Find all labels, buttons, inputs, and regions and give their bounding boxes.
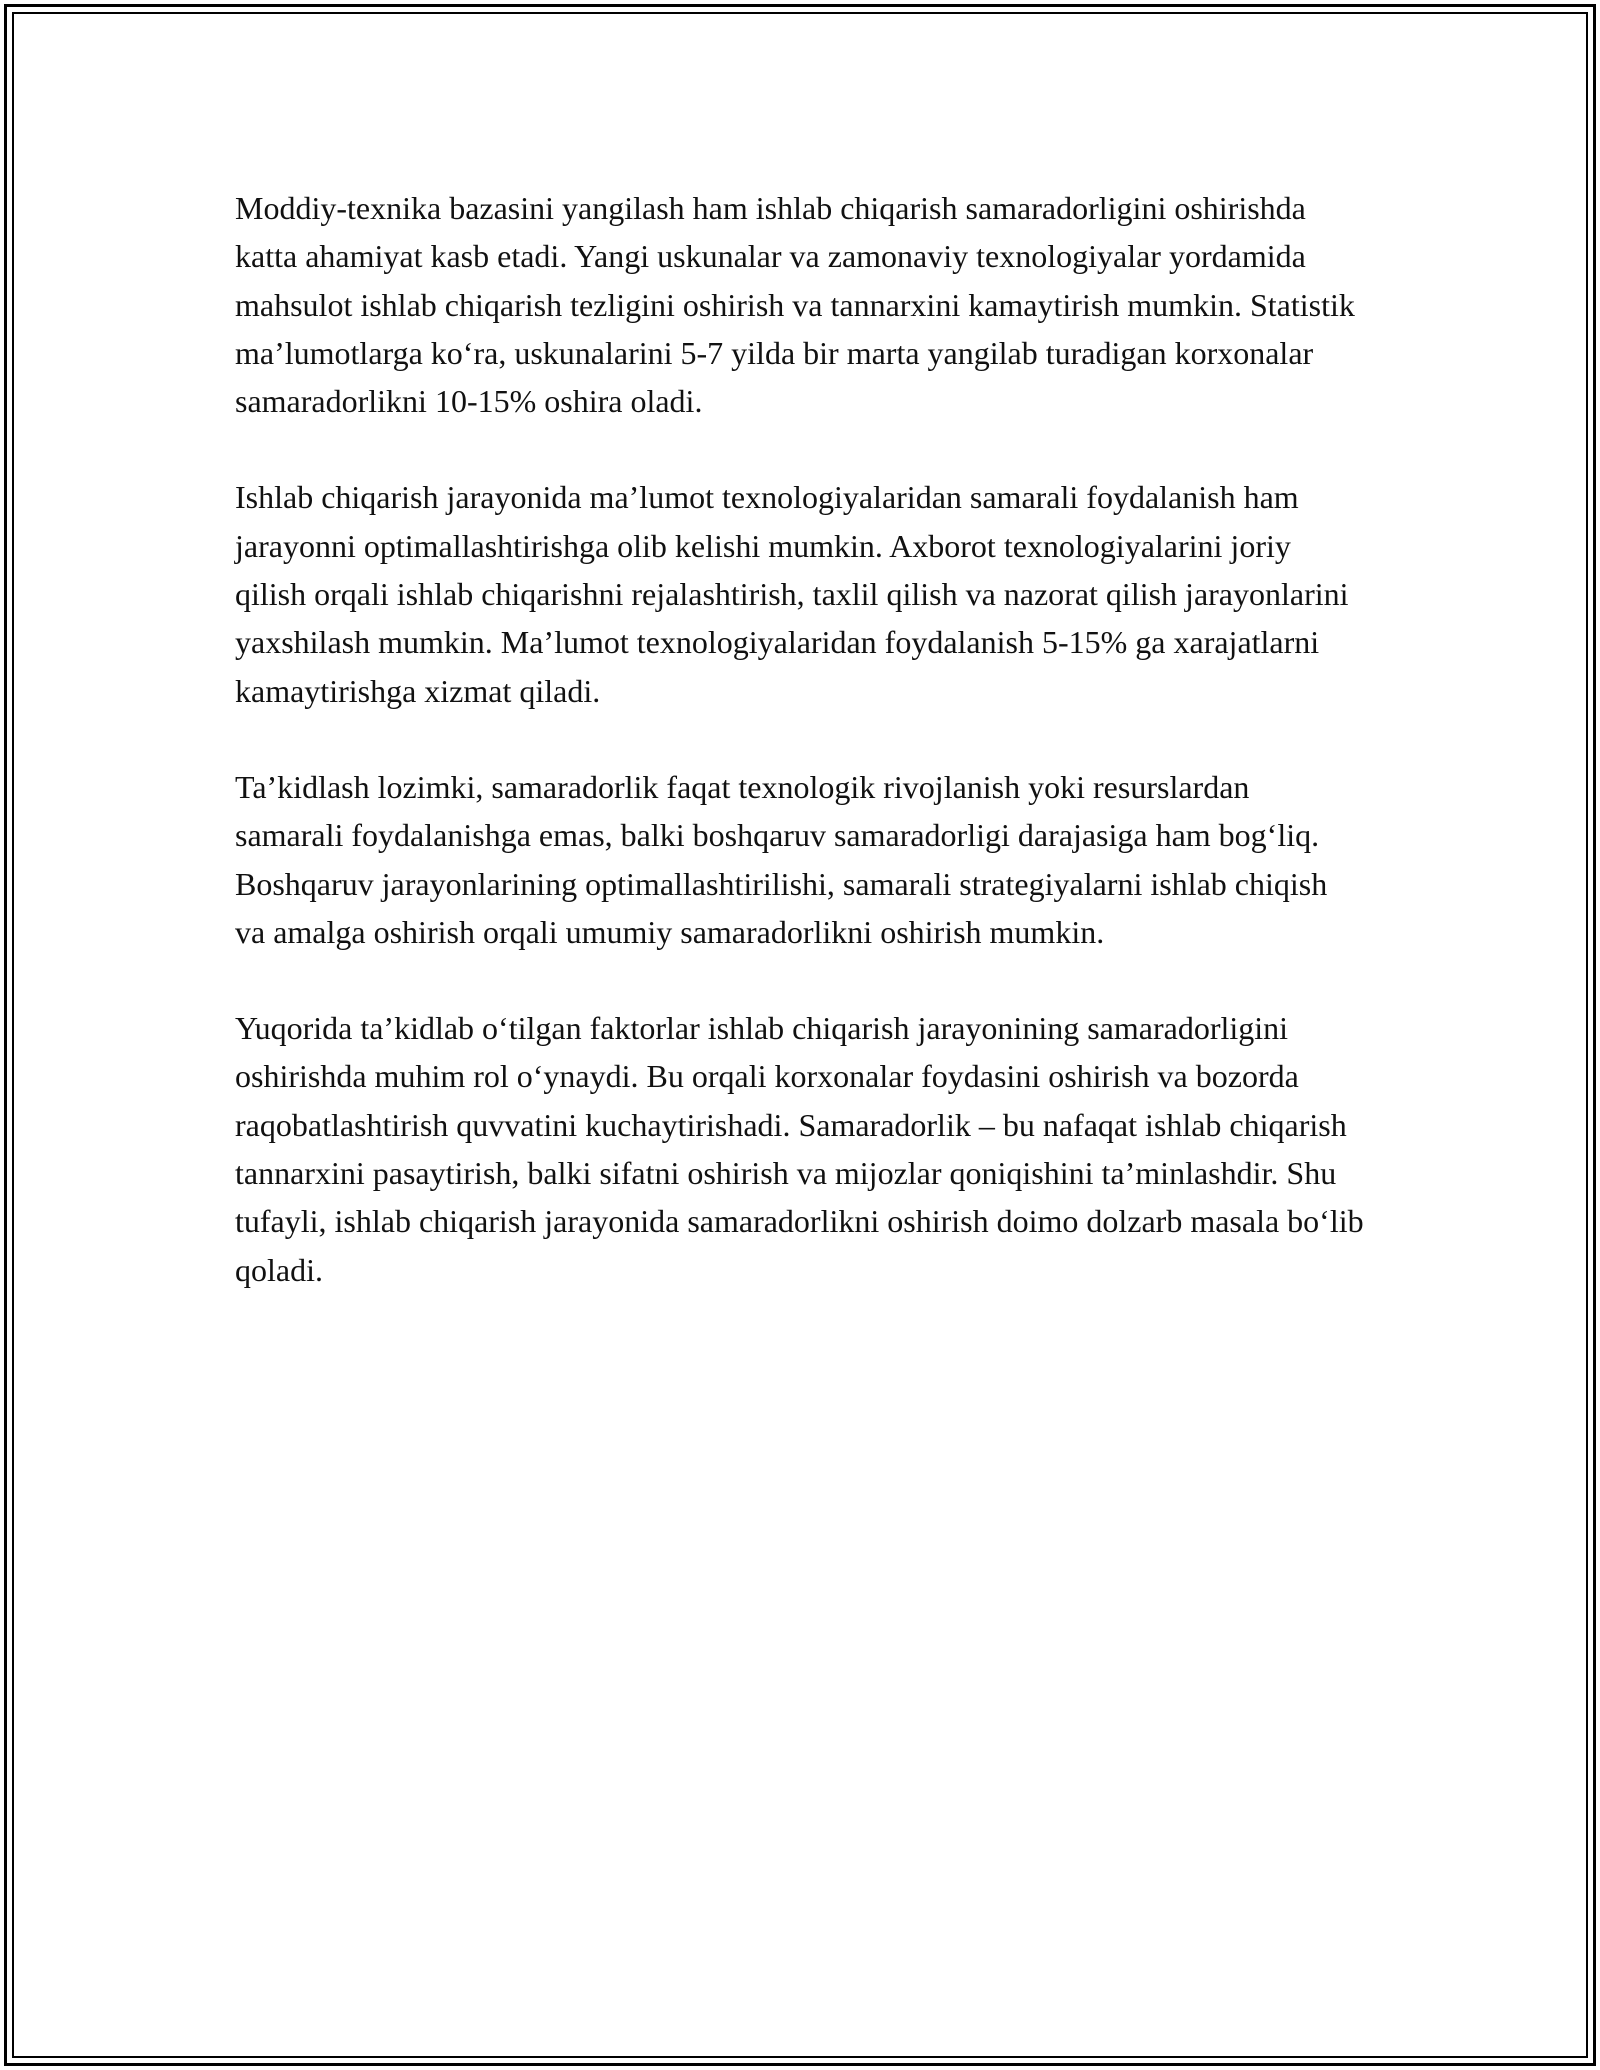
document-body — [235, 184, 1365, 1342]
paragraph-3: Ta’kidlash lozimki, samaradorlik faqat texnologik rivojlanish yoki resurslardan samarali foydalanishga emas, balki boshqaruv samaradorligi darajasiga ham bog‘liq. Boshqaruv jarayonlarining optimallashtirilishi, samarali strategiyalarni ishlab chiqish va amalga oshirish orqali umumiy samaradorlikni oshirish mumkin. — [235, 768, 1328, 950]
paragraph-2: Ishlab chiqarish jarayonida ma’lumot texnologiyalaridan samarali foydalanish ham jarayonni optimallashtirishga olib kelishi mumkin. Axborot texnologiyalarini joriy qilish orqali ishlab chiqarishni rejalashtirish, taxlil qilish va nazorat qilish jarayonlarini yaxshilash mumkin. Ma’lumot texnologiyalaridan foydalanish 5-15% ga xarajatlarni kamaytirishga xizmat qiladi. — [235, 479, 1349, 709]
paragraph-4: Yuqorida ta’kidlab o‘tilgan faktorlar ishlab chiqarish jarayonining samaradorligini oshirishda muhim rol o‘ynaydi. Bu orqali korxonalar foydasini oshirish va bozorda raqobatlashtirish quvvatini kuchaytirishadi. Samaradorlik – bu nafaqat ishlab chiqarish tannarxini pasaytirish, balki sifatni oshirish va mijozlar qoniqishini ta’minlashdir. Shu tufayli, ishlab chiqarish jarayonida samaradorlikni oshirish doimo dolzarb masala bo‘lib qoladi. — [235, 1010, 1364, 1288]
paragraph-1: Moddiy-texnika bazasini yangilash ham ishlab chiqarish samaradorligini oshirishda katta ahamiyat kasb etadi. Yangi uskunalar va zamonaviy texnologiyalar yordamida mahsulot ishlab chiqarish tezligini oshirish va tannarxini kamaytirish mumkin. Statistik ma’lumotlarga ko‘ra, uskunalarini 5-7 yilda bir marta yangilab turadigan korxonalar samaradorlikni 10-15% oshira oladi. — [235, 190, 1355, 420]
